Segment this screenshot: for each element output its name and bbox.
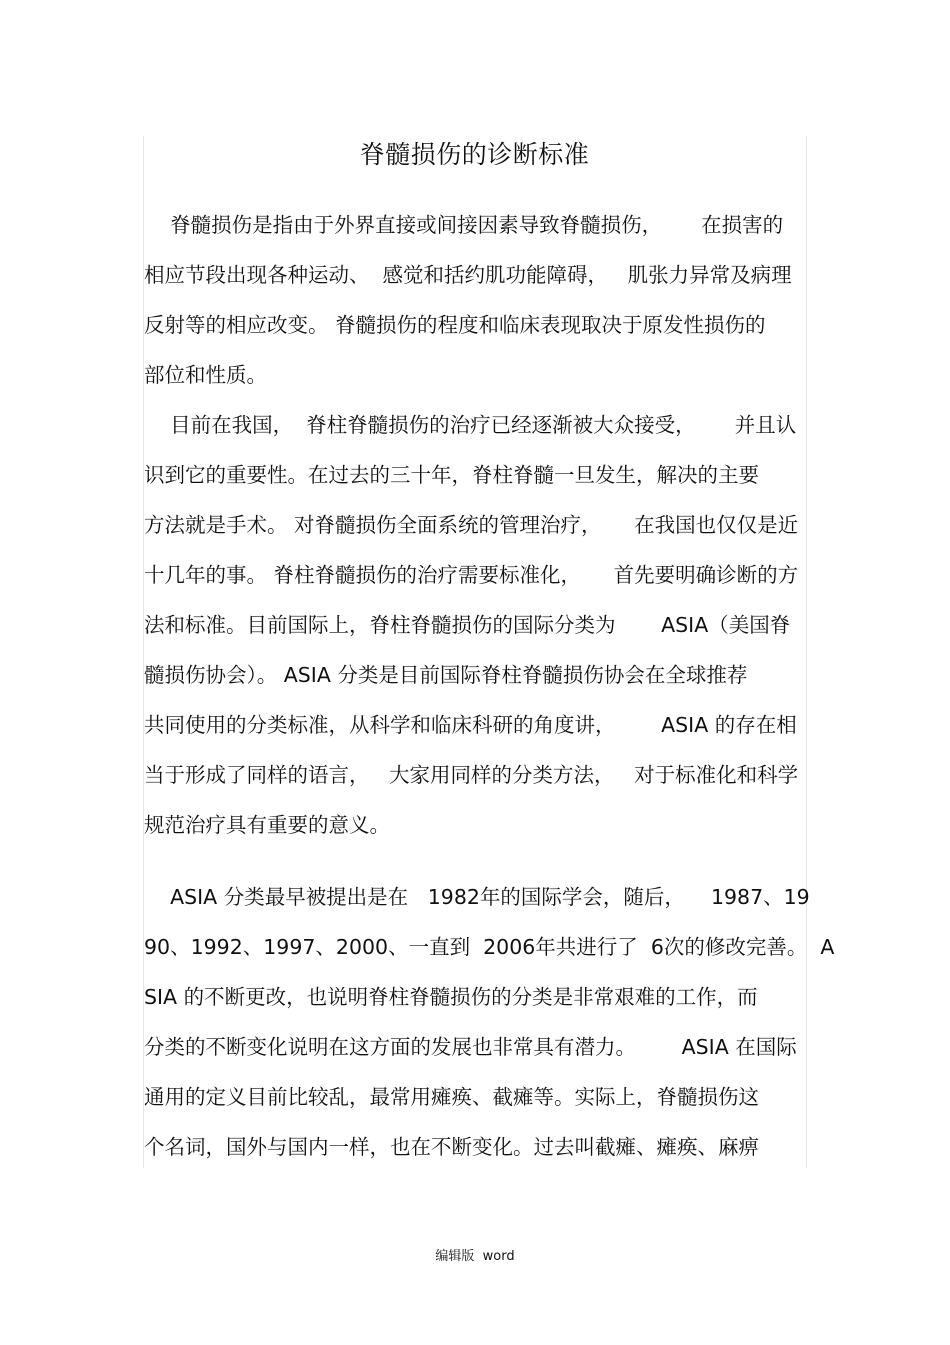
body-line: 相应节段出现各种运动、 感觉和括约肌功能障碍， 肌张力异常及病理 [144,263,792,287]
body-line: 通用的定义目前比较乱，最常用瘫痪、截瘫等。实际上，脊髓损伤这 [144,1085,759,1109]
right-margin-line [806,136,807,1168]
body-line: 个名词，国外与国内一样，也在不断变化。过去叫截瘫、瘫痪、麻痹 [144,1135,759,1159]
body-line: 规范治疗具有重要的意义。 [144,813,390,837]
body-line: 方法就是手术。 对脊髓损伤全面系统的管理治疗， 在我国也仅仅是近 [144,513,799,537]
body-line: 髓损伤协会）。 ASIA 分类是目前国际脊柱脊髓损伤协会在全球推荐 [144,663,748,687]
page-footer: 编辑版 word [435,1249,515,1264]
body-line: 目前在我国， 脊柱脊髓损伤的治疗已经逐渐被大众接受， 并且认 [144,413,797,437]
body-line: ASIA 分类最早被提出是在 1982年的国际学会，随后， 1987、19 [144,885,810,909]
body-line: 当于形成了同样的语言， 大家用同样的分类方法， 对于标准化和科学 [144,763,799,787]
body-line: 识到它的重要性。在过去的三十年，脊柱脊髓一旦发生，解决的主要 [144,463,759,487]
left-margin-line [143,136,144,1168]
body-line: 90、1992、1997、2000、一直到 2006年共进行了 6次的修改完善。 A [144,935,835,959]
body-line: 反射等的相应改变。 脊髓损伤的程度和临床表现取决于原发性损伤的 [144,313,766,337]
body-line: 十几年的事。 脊柱脊髓损伤的治疗需要标准化， 首先要明确诊断的方 [144,563,799,587]
body-line: SIA 的不断更改，也说明脊柱脊髓损伤的分类是非常艰难的工作，而 [144,985,758,1009]
body-line: 脊髓损伤是指由于外界直接或间接因素导致脊髓损伤， 在损害的 [144,213,784,237]
document-title: 脊髓损伤的诊断标准 [359,140,590,169]
body-line: 法和标准。目前国际上，脊柱脊髓损伤的国际分类为 ASIA（美国脊 [144,613,791,637]
body-line: 共同使用的分类标准，从科学和临床科研的角度讲， ASIA 的存在相 [144,713,797,737]
body-line: 分类的不断变化说明在这方面的发展也非常具有潜力。 ASIA 在国际 [144,1035,797,1059]
body-line: 部位和性质。 [144,363,267,387]
